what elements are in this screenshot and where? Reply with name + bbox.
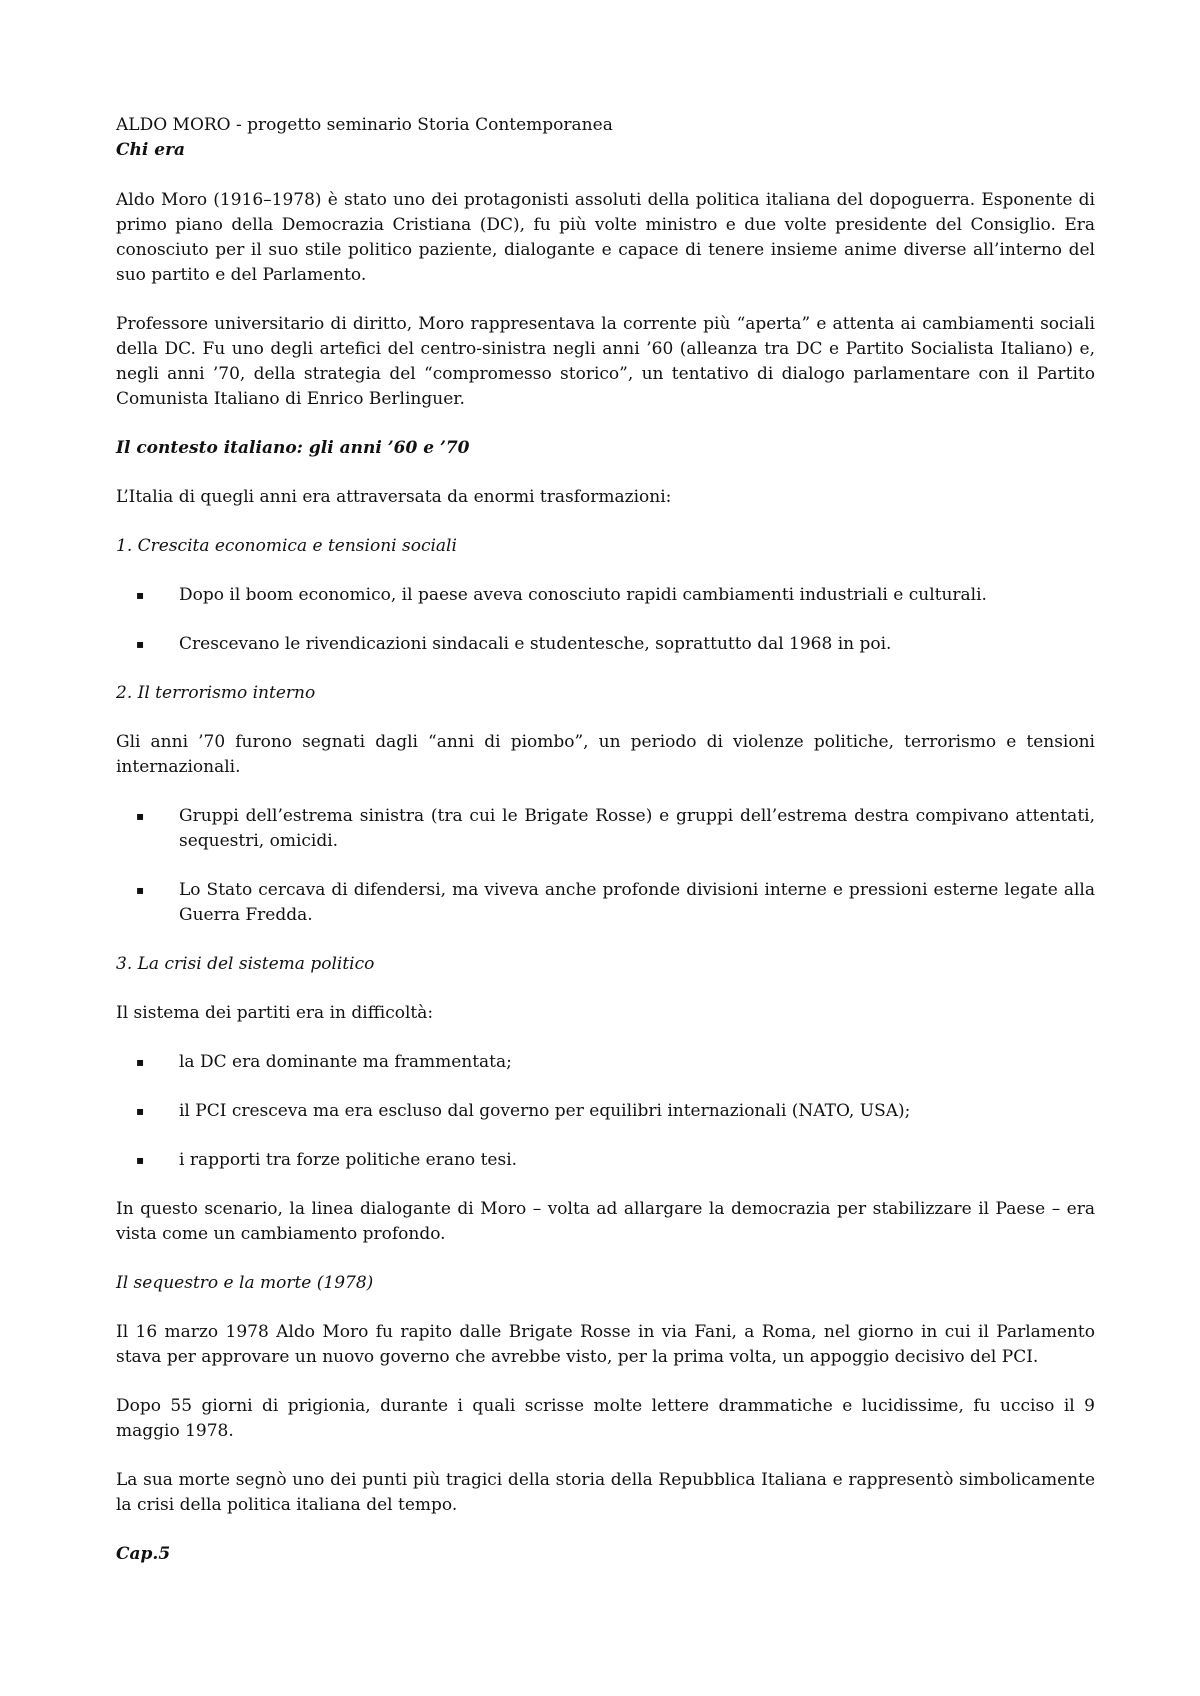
section-heading-1: 1. Crescita economica e tensioni sociali	[116, 536, 457, 556]
list-item	[116, 878, 1095, 928]
list-item	[116, 1099, 1095, 1124]
bullet-icon: ▪	[136, 1153, 145, 1167]
section-2-bullet-list	[116, 804, 1095, 928]
section-3-bullet-list	[116, 1050, 1095, 1173]
section-1-bullet-list	[116, 583, 1095, 657]
section-2-intro: Gli anni ’70 furono segnati dagli “anni di piombo”, un periodo di violenze politiche, terrorismo e tensioni internazionali.	[116, 732, 1095, 777]
list-item-text: Dopo il boom economico, il paese aveva conosciuto rapidi cambiamenti industriali e culturali.	[179, 585, 987, 605]
kidnapping-paragraph-2: Dopo 55 giorni di prigionia, durante i quali scrisse molte lettere drammatiche e lucidissime, fu ucciso il 9 maggio 1978.	[116, 1396, 1095, 1441]
bullet-icon: ▪	[136, 809, 145, 823]
bullet-icon: ▪	[136, 1055, 145, 1069]
document-title: ALDO MORO - progetto seminario Storia Contemporanea	[116, 115, 613, 135]
list-item	[116, 1050, 1095, 1075]
kidnapping-paragraph-3: La sua morte segnò uno dei punti più tragici della storia della Repubblica Italiana e rappresentò simbolicamente la crisi della politica italiana del tempo.	[116, 1470, 1095, 1515]
intro-paragraph-1: Aldo Moro (1916–1978) è stato uno dei protagonisti assoluti della politica italiana del dopoguerra. Esponente di primo piano della Democrazia Cristiana (DC), fu più volte ministro e due volte presidente del Consiglio. Era conosciuto per il suo stile politico paziente, dialogante e capace di tenere insieme anime diverse all’interno del suo partito e del Parlamento.	[116, 190, 1095, 285]
document-subtitle: Chi era	[116, 140, 186, 160]
list-item	[116, 804, 1095, 854]
scenario-paragraph: In questo scenario, la linea dialogante di Moro – volta ad allargare la democrazia per stabilizzare il Paese – era vista come un cambiamento profondo.	[116, 1199, 1095, 1244]
bullet-icon: ▪	[136, 588, 145, 602]
section-heading-2: 2. Il terrorismo interno	[116, 683, 316, 703]
list-item-text: il PCI cresceva ma era escluso dal governo per equilibri internazionali (NATO, USA);	[179, 1101, 911, 1121]
list-item	[116, 583, 1095, 608]
bullet-icon: ▪	[136, 637, 145, 651]
list-item-text: i rapporti tra forze politiche erano tesi.	[179, 1150, 518, 1170]
section-heading-3: 3. La crisi del sistema politico	[116, 954, 375, 974]
bullet-icon: ▪	[136, 1104, 145, 1118]
list-item	[116, 632, 1095, 657]
context-intro: L’Italia di quegli anni era attraversata da enormi trasformazioni:	[116, 487, 672, 507]
context-heading: Il contesto italiano: gli anni ’60 e ’70	[116, 438, 470, 458]
kidnapping-paragraph-1: Il 16 marzo 1978 Aldo Moro fu rapito dalle Brigate Rosse in via Fani, a Roma, nel giorno in cui il Parlamento stava per approvare un nuovo governo che avrebbe visto, per la prima volta, un appoggio decisivo del PCI.	[116, 1322, 1095, 1367]
section-3-intro: Il sistema dei partiti era in difficoltà:	[116, 1003, 434, 1023]
intro-paragraph-2: Professore universitario di diritto, Moro rappresentava la corrente più “aperta” e attenta ai cambiamenti sociali della DC. Fu uno degli artefici del centro-sinistra negli anni ’60 (alleanza tra DC e Partito Socialista Italiano) e, negli anni ’70, della strategia del “compromesso storico”, un tentativo di dialogo parlamentare con il Partito Comunista Italiano di Enrico Berlinguer.	[116, 314, 1095, 409]
list-item	[116, 1148, 1095, 1173]
list-item-text: Lo Stato cercava di difendersi, ma viveva anche profonde divisioni interne e pressioni esterne legate alla Guerra Fredda.	[179, 880, 1095, 925]
list-item-text: Crescevano le rivendicazioni sindacali e studentesche, soprattutto dal 1968 in poi.	[179, 634, 892, 654]
kidnapping-heading: Il sequestro e la morte (1978)	[116, 1273, 374, 1293]
document-page	[116, 113, 1095, 1591]
bullet-icon: ▪	[136, 883, 145, 897]
list-item-text: Gruppi dell’estrema sinistra (tra cui le Brigate Rosse) e gruppi dell’estrema destra compivano attentati, sequestri, omicidi.	[179, 806, 1095, 851]
list-item-text: la DC era dominante ma frammentata;	[179, 1052, 512, 1072]
footer-label: Cap.5	[116, 1544, 171, 1564]
